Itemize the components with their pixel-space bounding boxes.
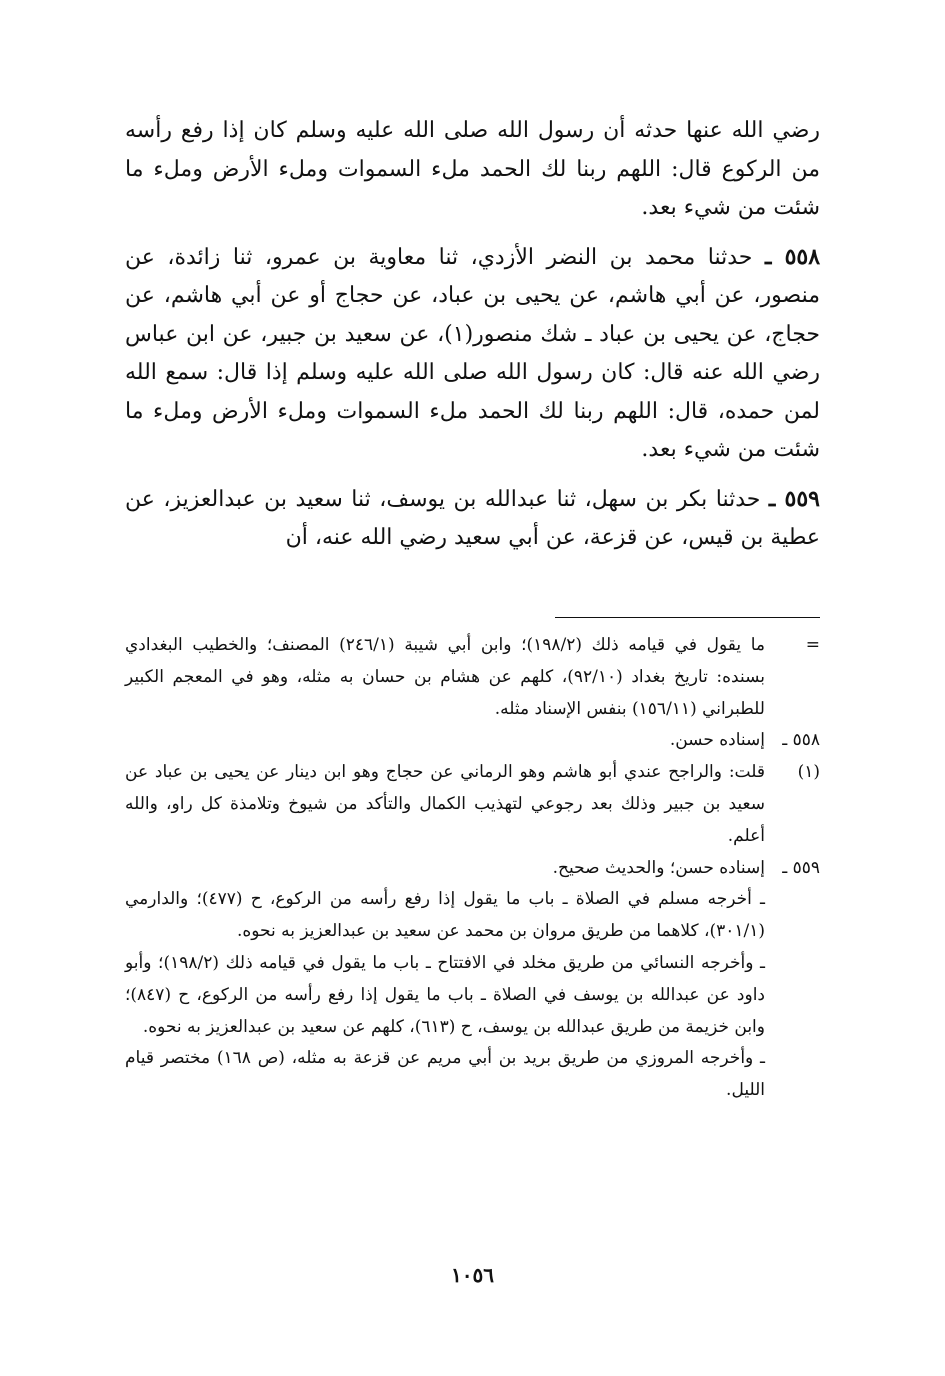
footnote-mark: ٥٥٨ ـ [782,730,820,751]
footnote-559-source-3 [125,1043,820,1107]
footnote-continuation [125,630,820,725]
hadith-text: حدثنا محمد بن النضر الأزدي، ثنا معاوية بن عمرو، ثنا زائدة، عن منصور، عن أبي هاشم، عن يحيى بن عباد، عن حجاج أو عن أبي هاشم، عن حجاج، عن يحيى بن عباد ـ شك منصور(١)، عن سعيد بن جبير، عن ابن عباس رضي الله عنه قال: كان رسول الله صلى الله عليه وسلم إذا قال: سمع الله لمن حمده، قال: اللهم ربنا لك الحمد ملء السموات وملء الأرض وملء ما شئت من شيء بعد. [125,244,820,462]
footnote-separator [555,617,820,618]
footnote-text: إسناده حسن؛ والحديث صحيح. [552,857,765,878]
footnote-559-source-1 [125,884,820,948]
footnote-mark: (١) [797,762,820,783]
footnote-mark: ٥٥٩ ـ [782,857,820,878]
footnote-558 [125,725,820,757]
footnote-text: قلت: والراجح عندي أبو هاشم وهو الرماني عن حجاج وهو ابن دينار عن يحيى بن عباد عن سعيد بن جبير وذلك بعد رجوعي لتهذيب الكمال والتأكد من شيوخ وتلامذة كل راو، والله أعلم. [125,762,765,846]
footnote-text: ـ أخرجه مسلم في الصلاة ـ باب ما يقول إذا رفع رأسه من الركوع، ح (٤٧٧)؛ والدارمي (٣٠١/١)، كلاهما من طريق مروان بن محمد عن سعيد بن عبدالعزيز به نحوه. [125,889,765,942]
hadith-text: حدثنا بكر بن سهل، ثنا عبدالله بن يوسف، ثنا سعيد بن عبدالعزيز، عن عطية بن قيس، عن قزعة، عن أبي سعيد رضي الله عنه، أن [125,486,820,550]
footnote-559 [125,853,820,885]
footnote-1 [125,757,820,852]
main-text [125,112,820,558]
hadith-number: ٥٥٩ ـ [768,485,820,512]
footnote-text: ما يقول في قيامه ذلك (١٩٨/٢)؛ وابن أبي شيبة (٢٤٦/١) المصنف؛ والخطيب البغدادي بسنده: تاريخ بغداد (٩٢/١٠)، كلهم عن هشام بن حسان به مثله، وهو في المعجم الكبير للطبراني (١٥٦/١١) بنفس الإسناد مثله. [125,635,766,719]
page-number: ١٠٥٦ [451,1263,494,1287]
footnote-text: ـ وأخرجه النسائي من طريق مخلد في الافتتاح ـ باب ما يقول في قيامه ذلك (١٩٨/٢)؛ وأبو داود عن عبدالله بن يوسف في الصلاة ـ باب ما يقول إذا رفع رأسه من الركوع، ح (٨٤٧)؛ وابن خزيمة من طريق عبدالله بن يوسف، ح (٦١٣)، كلهم عن سعيد بن عبدالعزيز به نحوه. [125,952,765,1037]
footnotes [125,630,820,1107]
hadith-559 [125,480,820,558]
paragraph-continuation: رضي الله عنها حدثه أن رسول الله صلى الله عليه وسلم كان إذا رفع رأسه من الركوع قال: اللهم ربنا لك الحمد ملء السموات وملء الأرض وملء ما شئت من شيء بعد. [125,118,820,220]
footnote-mark: = [805,635,820,655]
footnote-text: ـ وأخرجه المروزي من طريق بريد بن أبي مريم عن قزعة به مثله، (ص ١٦٨) مختصر قيام الليل. [125,1048,766,1101]
footnote-559-source-2 [125,948,820,1043]
footnote-text: إسناده حسن. [669,730,765,751]
hadith-558 [125,238,820,470]
hadith-number: ٥٥٨ ـ [764,243,821,270]
